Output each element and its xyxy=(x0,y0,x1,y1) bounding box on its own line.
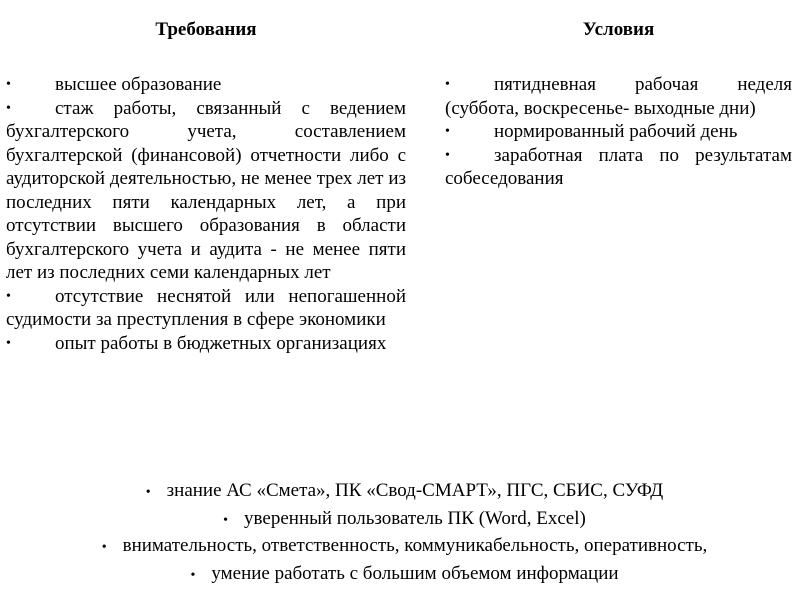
requirements-heading: Требования xyxy=(155,19,257,40)
bullet-icon: • xyxy=(6,77,11,92)
bullet-icon: • xyxy=(190,567,196,583)
requirement-item xyxy=(6,285,406,332)
requirement-text: стаж работы, связанный с ведением бухгалтерского учета, составлением бухгалтерской (финансовой) отчетности либо с аудиторской деятельностью, не менее трех лет из последних пяти календарных лет, а при отсутствии высшего образования в области бухгалтерского учета и аудита - не менее пяти лет из последних семи календарных лет xyxy=(6,97,406,283)
bullet-icon: • xyxy=(145,485,151,500)
requirement-text: опыт работы в бюджетных организациях xyxy=(55,332,387,354)
condition-item xyxy=(445,144,792,191)
bullet-icon: • xyxy=(223,512,229,528)
requirements-list xyxy=(6,73,406,355)
conditions-list xyxy=(445,73,792,191)
skill-item xyxy=(0,561,809,589)
requirement-item xyxy=(6,332,406,356)
skills-list xyxy=(0,478,809,588)
bullet-icon: • xyxy=(6,100,11,116)
bullet-icon: • xyxy=(445,77,450,92)
bullet-icon: • xyxy=(6,288,11,304)
bullet-icon: • xyxy=(445,147,450,163)
skill-text: уверенный пользователь ПК (Word, Excel) xyxy=(244,507,586,529)
conditions-heading: Условия xyxy=(582,19,655,40)
conditions-column xyxy=(445,18,792,191)
skill-text: знание АС «Смета», ПК «Свод-СМАРТ», ПГС, СБИС, СУФД xyxy=(166,480,664,501)
requirement-text: высшее образование xyxy=(55,74,222,95)
requirement-text: отсутствие неснятой или непогашенной судимости за преступления в сфере экономики xyxy=(6,285,406,330)
condition-text: пятидневная рабочая неделя (суббота, воскресенье- выходные дни) xyxy=(445,74,792,119)
requirements-column xyxy=(6,18,406,355)
condition-text: нормированный рабочий день xyxy=(494,121,738,142)
requirement-item xyxy=(6,73,406,97)
bullet-icon: • xyxy=(101,540,107,555)
skill-item xyxy=(0,506,809,534)
skill-item xyxy=(0,478,809,506)
bullet-icon: • xyxy=(6,335,11,351)
condition-item xyxy=(445,120,792,144)
condition-item xyxy=(445,73,792,120)
bullet-icon: • xyxy=(445,124,450,139)
condition-text: заработная плата по результатам собеседования xyxy=(445,144,792,189)
requirement-item xyxy=(6,97,406,285)
skill-text: умение работать с большим объемом информации xyxy=(211,562,619,584)
skill-text: внимательность, ответственность, коммуникабельность, оперативность, xyxy=(122,535,708,556)
skill-item xyxy=(0,533,809,561)
